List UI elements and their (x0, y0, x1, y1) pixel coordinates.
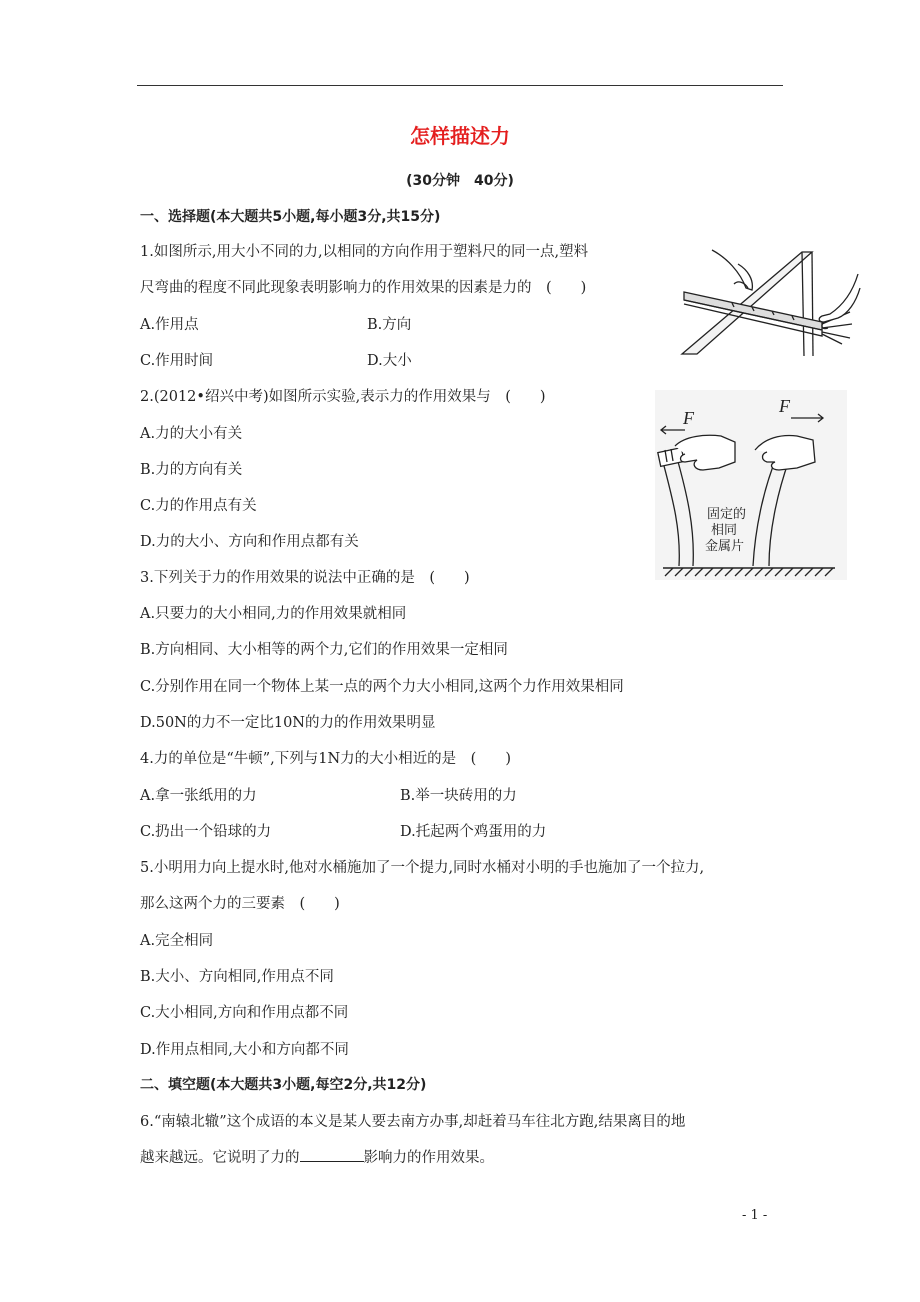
q1-stem-line1: 1.如图所示,用大小不同的力,以相同的方向作用于塑料尺的同一点,塑料 (140, 244, 589, 260)
q1-option-a: A.作用点 (140, 317, 199, 333)
q2-option-c: C.力的作用点有关 (140, 498, 257, 514)
header-rule (137, 85, 783, 86)
q3-option-b: B.方向相同、大小相等的两个力,它们的作用效果一定相同 (140, 642, 508, 658)
section2-heading: 二、填空题(本大题共3小题,每空2分,共12分) (140, 1077, 427, 1093)
q5-option-c: C.大小相同,方向和作用点都不同 (140, 1005, 349, 1021)
q1-option-b: B.方向 (367, 317, 412, 333)
q5-option-b: B.大小、方向相同,作用点不同 (140, 969, 334, 985)
q6-line1: 6.“南辕北辙”这个成语的本义是某人要去南方办事,却赶着马车往北方跑,结果离目的地 (140, 1114, 686, 1130)
q2-label-line2: 相同 (711, 523, 738, 538)
q6-line2-pre: 越来越远。它说明了力的 (140, 1150, 300, 1166)
q2-force-right-label: F (779, 396, 790, 416)
page-number: - 1 - (742, 1208, 768, 1223)
q6-line2 (140, 1146, 494, 1167)
q1-stem-line2: 尺弯曲的程度不同此现象表明影响力的作用效果的因素是力的 ( ) (140, 280, 587, 296)
q2-option-d: D.力的大小、方向和作用点都有关 (140, 534, 359, 550)
page-title: 怎样描述力 (410, 124, 510, 148)
q4-option-b: B.举一块砖用的力 (400, 788, 517, 804)
q2-label-line1: 固定的 (707, 507, 747, 522)
q2-option-a: A.力的大小有关 (140, 426, 243, 442)
q3-option-a: A.只要力的大小相同,力的作用效果就相同 (140, 606, 407, 622)
q5-option-a: A.完全相同 (140, 933, 214, 949)
q3-stem: 3.下列关于力的作用效果的说法中正确的是 ( ) (140, 570, 470, 586)
q4-option-c: C.扔出一个铅球的力 (140, 824, 272, 840)
q5-option-d: D.作用点相同,大小和方向都不同 (140, 1042, 349, 1058)
q6-line2-post: 影响力的作用效果。 (363, 1150, 494, 1166)
q1-option-c: C.作用时间 (140, 353, 214, 369)
q5-stem-line2: 那么这两个力的三要素 ( ) (140, 896, 340, 912)
section1-heading: 一、选择题(本大题共5小题,每小题3分,共15分) (140, 209, 441, 225)
q4-stem: 4.力的单位是“牛顿”,下列与1N力的大小相近的是 ( ) (140, 751, 511, 767)
q2-option-b: B.力的方向有关 (140, 462, 243, 478)
q2-stem: 2.(2012•绍兴中考)如图所示实验,表示力的作用效果与 ( ) (140, 389, 546, 405)
q1-ruler-figure (672, 244, 862, 356)
q5-stem-line1: 5.小明用力向上提水时,他对水桶施加了一个提力,同时水桶对小明的手也施加了一个拉力, (140, 860, 705, 876)
q4-option-a: A.拿一张纸用的力 (140, 788, 257, 804)
page-subtitle: (30分钟 40分) (406, 173, 514, 189)
q2-force-left-label: F (683, 408, 694, 428)
q2-metal-strip-figure (655, 390, 847, 580)
q3-option-c: C.分别作用在同一个物体上某一点的两个力大小相同,这两个力作用效果相同 (140, 679, 624, 695)
q2-label-line3: 金属片 (705, 539, 745, 554)
q6-answer-blank (300, 1147, 364, 1162)
q3-option-d: D.50N的力不一定比10N的力的作用效果明显 (140, 715, 436, 731)
q1-option-d: D.大小 (367, 353, 412, 369)
q4-option-d: D.托起两个鸡蛋用的力 (400, 824, 547, 840)
